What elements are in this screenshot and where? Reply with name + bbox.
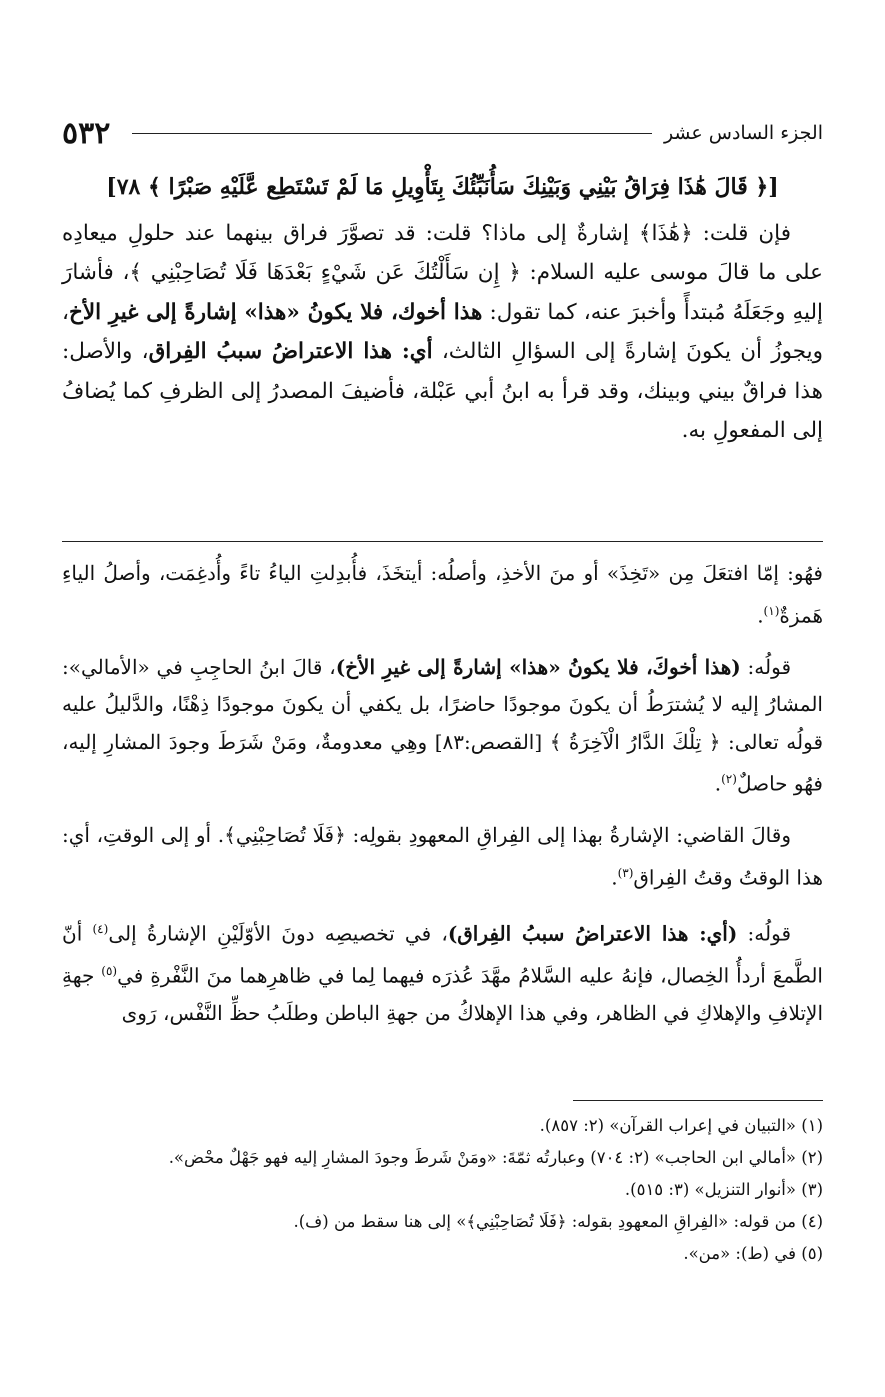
- footnote: (١) «التبيان في إعراب القرآن» (٢: ٨٥٧).: [539, 1116, 823, 1135]
- commentary-segment: قولُه:: [737, 921, 792, 946]
- quran-verse: [﴿ قَالَ هَٰذَا فِرَاقُ بَيْنِي وَبَيْنِكَ سَأُنَبِّئُكَ بِتَأْوِيلِ مَا لَمْ تَسْتَطِع عَّلَيْهِ صَبْرًا ﴾ ٧٨]: [106, 174, 779, 200]
- footnote: (٥) في (ط): «من».: [683, 1244, 823, 1263]
- footnote: (٣) «أنوار التنزيل» (٣: ٥١٥).: [624, 1180, 823, 1199]
- commentary-paragraph: وقالَ القاضي: الإشارةُ بهذا إلى الفِراقِ المعهودِ بقولِه: ﴿فَلَا تُصَاحِبْنِي﴾. أو إلى الوقتِ، أي: هذا الوقتُ وقتُ الفِراق$^{(٣)}$.: [62, 823, 823, 890]
- commentary-paragraph: فهُو: إمّا افتعَلَ مِن «تَخِذَ» أو منَ الأخذِ، وأصلُه: أيتخَذَ، فأُبدِلتِ الياءُ تاءً وأُدغِمَت، وأصلُ الياءِ هَمزةٌ$^{(١)}$.: [62, 561, 823, 628]
- commentary-segment: ، في تخصيصِه دونَ الأوّلَيْنِ الإشارةُ إلى: [108, 921, 448, 946]
- footnote-divider: [573, 1100, 823, 1101]
- footnote-ref: (٣): [617, 865, 634, 880]
- commentary-paragraph: قولُه: (هذا أخوكَ، فلا يكونُ «هذا» إشارةً إلى غيرِ الأخ)، قالَ ابنُ الحاجِبِ في «الأمالي»: المشارُ إليه لا يُشترَطُ أن يكونَ موجودًا حاضرًا، بل يكفي أن يكونَ موجودًا ذِهْنًا، والدَّليلُ عليه قولُه تعالى: ﴿ تِلْكَ الدَّارُ الْآخِرَةُ ﴾ [القصص:٨٣] وهِي معدومةٌ، ومَنْ شَرَطَ وجودَ المشارِ إليه، فهُو حاصلٌ$^{(٢)}$.: [62, 654, 823, 796]
- commentary-bold-segment: (أي: هذا الاعتراضُ سببُ الفِراق): [447, 921, 738, 946]
- footnote-ref: (٢): [721, 772, 737, 787]
- commentary-segment: فهُو: إمّا افتعَلَ مِن «تَخِذَ» أو منَ الأخذِ، وأصلُه: أيتخَذَ، فأُبدِلتِ الياءُ تاءً وأُدغِمَت، وأصلُ الياءِ هَمزةٌ: [62, 561, 823, 628]
- commentary-segment: ، قالَ ابنُ الحاجِبِ في «الأمالي»: المشارُ إليه لا يُشترَطُ أن يكونَ موجودًا حاضرًا، بل يكفي أن يكونَ موجودًا ذِهْنًا، والدَّليلُ عليه قولُه تعالى: ﴿ تِلْكَ الدَّارُ الْآخِرَةُ ﴾ [القصص:٨٣] وهِي معدومةٌ، ومَنْ شَرَطَ وجودَ المشارِ إليه، فهُو حاصلٌ: [62, 654, 823, 796]
- main-text-segment: ، ويجوزُ أن يكونَ إشارةً إلى السؤالِ الثالث،: [62, 299, 823, 364]
- commentary-text: [62, 555, 823, 1047]
- main-text-segment: ، والأصل: هذا فراقٌ بيني وبينك، وقد قرأ به ابنُ أبي عَبْلة، فأضيفَ المصدرُ إلى الظرفِ كما يُضافُ إلى المفعولِ به.: [62, 339, 823, 443]
- commentary-segment: أنّ الطَّمعَ أردأُ الخِصال، فإنهُ عليه السَّلامُ مهَّدَ عُذرَه فيهما لِما في ظاهرِهما منَ النَّفْرةِ في: [62, 921, 823, 988]
- main-bold-segment: هذا أخوك، فلا يكونُ «هذا» إشارةً إلى غيرِ الأخ: [68, 299, 483, 325]
- commentary-paragraph: [62, 911, 823, 1033]
- footnote: (٤) من قوله: «الفِراقِ المعهودِ بقوله: ﴿فَلَا تُصَاحِبْنِي﴾» إلى هنا سقط من (ف).: [293, 1212, 823, 1231]
- main-text-segment: فإن قلت: ﴿هَٰذَا﴾ إشارةٌ إلى ماذا؟ قلت: قد تصوَّرَ فراق بينهما عند حلولِ ميعادِه على ما قالَ موسى عليه السلام: ﴿ إِن سَأَلْتُكَ عَن شَيْءٍ بَعْدَهَا فَلَا تُصَاحِبْنِي ﴾، فأشارَ إليهِ وجَعَلَهُ مُبتدأً وأخبرَ عنه، كما تقول:: [62, 220, 823, 325]
- footnotes: [62, 1110, 823, 1270]
- main-bold-segment: أي: هذا الاعتراضُ سببُ الفِراق: [148, 339, 433, 364]
- commentary-segment: جهةِ الإتلافِ والإهلاكِ في الظاهر، وفي هذا الإهلاكُ من جهةِ الباطن وطلَبُ حظِّ النَّفْس، رَوى: [62, 963, 823, 1026]
- page-number: ٥٣٢: [62, 115, 111, 151]
- footnote: (٢) «أمالي ابن الحاجب» (٢: ٧٠٤) وعبارتُه ثمّةَ: «ومَنْ شَرطَ وجودَ المشارِ إليه فهو جَهْلٌ محْض».: [168, 1148, 823, 1167]
- commentary-segment: وقالَ القاضي: الإشارةُ بهذا إلى الفِراقِ المعهودِ بقولِه: ﴿فَلَا تُصَاحِبْنِي﴾. أو إلى الوقتِ، أي: هذا الوقتُ وقتُ الفِراق: [62, 823, 823, 890]
- part-title: الجزء السادس عشر: [663, 122, 823, 144]
- footnote-ref: (٤): [92, 921, 109, 936]
- commentary-segment: قولُه:: [740, 654, 792, 679]
- running-header: [62, 108, 823, 158]
- header-rule: [132, 133, 652, 134]
- main-paragraph: [62, 214, 823, 451]
- section-divider: [62, 541, 823, 542]
- footnote-ref: (١): [763, 603, 780, 618]
- footnote-ref: (٥): [101, 964, 118, 979]
- main-text: [62, 168, 823, 451]
- commentary-bold-segment: (هذا أخوكَ، فلا يكونُ «هذا» إشارةً إلى غيرِ الأخ): [335, 654, 741, 679]
